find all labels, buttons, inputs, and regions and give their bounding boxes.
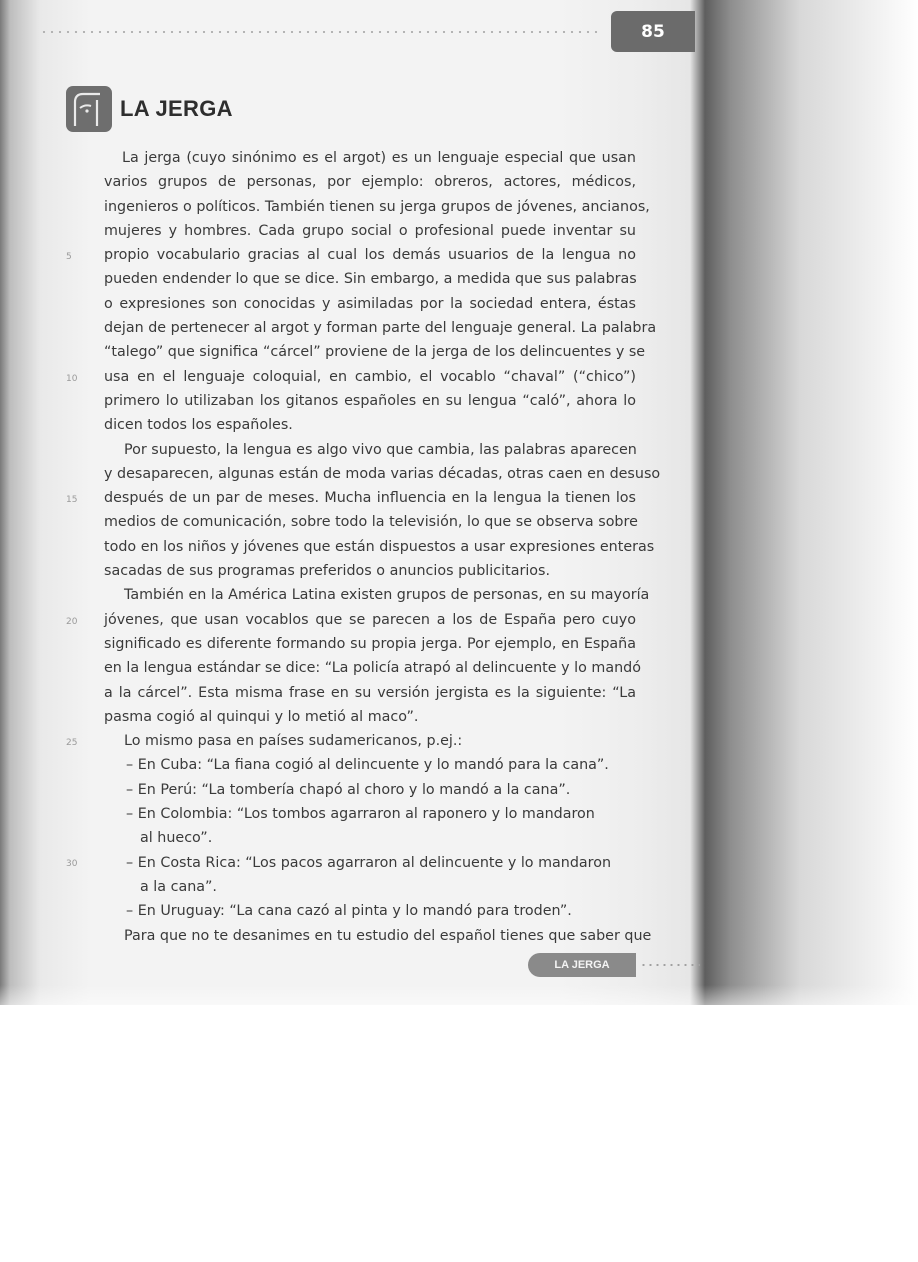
text-line: mujeres y hombres. Cada grupo social o profesional puede inventar su [104,222,636,239]
text-line: después de un par de meses. Mucha influencia en la lengua la tienen los [104,490,636,507]
jerga-logo-icon [66,86,112,132]
section-heading [66,86,233,132]
heading-title: LA JERGA [120,96,233,121]
text-line: a la cárcel”. Esta misma frase en su versión jergista es la siguiente: “La [104,684,636,701]
line-number: 20 [66,617,78,627]
text-line: Para que no te desanimes en tu estudio del español tienes que saber que [124,927,652,944]
text-line: ingenieros o políticos. También tienen su jerga grupos de jóvenes, ancianos, [104,198,650,215]
text-line: propio vocabulario gracias al cual los demás usuarios de la lengua no [104,247,636,264]
list-item: – En Cuba: “La fiana cogió al delincuente y lo mandó para la cana”. [126,757,609,774]
text-line: significado es diferente formando su propia jerga. Por ejemplo, en España [104,635,636,652]
text-line: Lo mismo pasa en países sudamericanos, p.ej.: [124,733,463,750]
text-line: usa en el lenguaje coloquial, en cambio, el vocablo “chaval” (“chico”) [104,368,636,385]
line-number: 5 [66,252,72,262]
text-line: Por supuesto, la lengua es algo vivo que cambia, las palabras aparecen [124,441,637,458]
line-number: 25 [66,738,78,748]
text-line: y desaparecen, algunas están de moda varias décadas, otras caen en desuso [104,465,661,482]
page-number-tab [611,11,695,52]
text-line: primero lo utilizaban los gitanos españoles en su lengua “caló”, ahora lo [104,392,636,409]
dotted-rule-top [40,31,600,33]
line-number: 30 [66,859,78,869]
list-item-continuation: al hueco”. [140,830,213,847]
text-line: La jerga (cuyo sinónimo es el argot) es un lenguaje especial que usan [122,150,636,166]
text-line: o expresiones son conocidas y asimiladas por la sociedad entera, éstas [104,295,636,312]
text-line: en la lengua estándar se dice: “La policía atrapó al delincuente y lo mandó [104,660,641,677]
text-line: dicen todos los españoles. [104,417,293,434]
list-item: – En Colombia: “Los tombos agarraron al raponero y lo mandaron [126,806,595,823]
body-text [104,146,661,948]
text-line: pueden endender lo que se dice. Sin embargo, a medida que sus palabras [104,271,637,288]
text-line: jóvenes, que usan vocablos que se parecen a los de España pero cuyo [104,611,636,628]
line-number: 15 [66,495,78,505]
list-item: – En Costa Rica: “Los pacos agarraron al delincuente y lo mandaron [126,854,612,871]
text-line: También en la América Latina existen grupos de personas, en su mayoría [124,587,650,604]
list-item: – En Uruguay: “La cana cazó al pinta y lo mandó para troden”. [126,903,572,920]
text-line: medios de comunicación, sobre todo la televisión, lo que se observa sobre [104,514,638,531]
footer-section-tab [528,953,636,977]
list-item-continuation: a la cana”. [140,878,217,895]
text-line: varios grupos de personas, por ejemplo: obreros, actores, médicos, [104,174,636,191]
list-item: – En Perú: “La tombería chapó al choro y lo mandó a la cana”. [126,781,571,798]
footer-label: LA JERGA [554,959,610,971]
dotted-rule-bottom [640,964,700,966]
text-line: dejan de pertenecer al argot y forman parte del lenguaje general. La palabra [104,320,657,337]
page-number: 85 [641,21,665,42]
line-number: 10 [66,374,78,384]
text-line: todo en los niños y jóvenes que están dispuestos a usar expresiones enteras [104,538,655,555]
text-line: sacadas de sus programas preferidos o anuncios publicitarios. [104,563,551,580]
text-line: “talego” que significa “cárcel” proviene de la jerga de los delincuentes y se [104,344,646,361]
text-line: pasma cogió al quinqui y lo metió al maco”. [104,708,419,725]
